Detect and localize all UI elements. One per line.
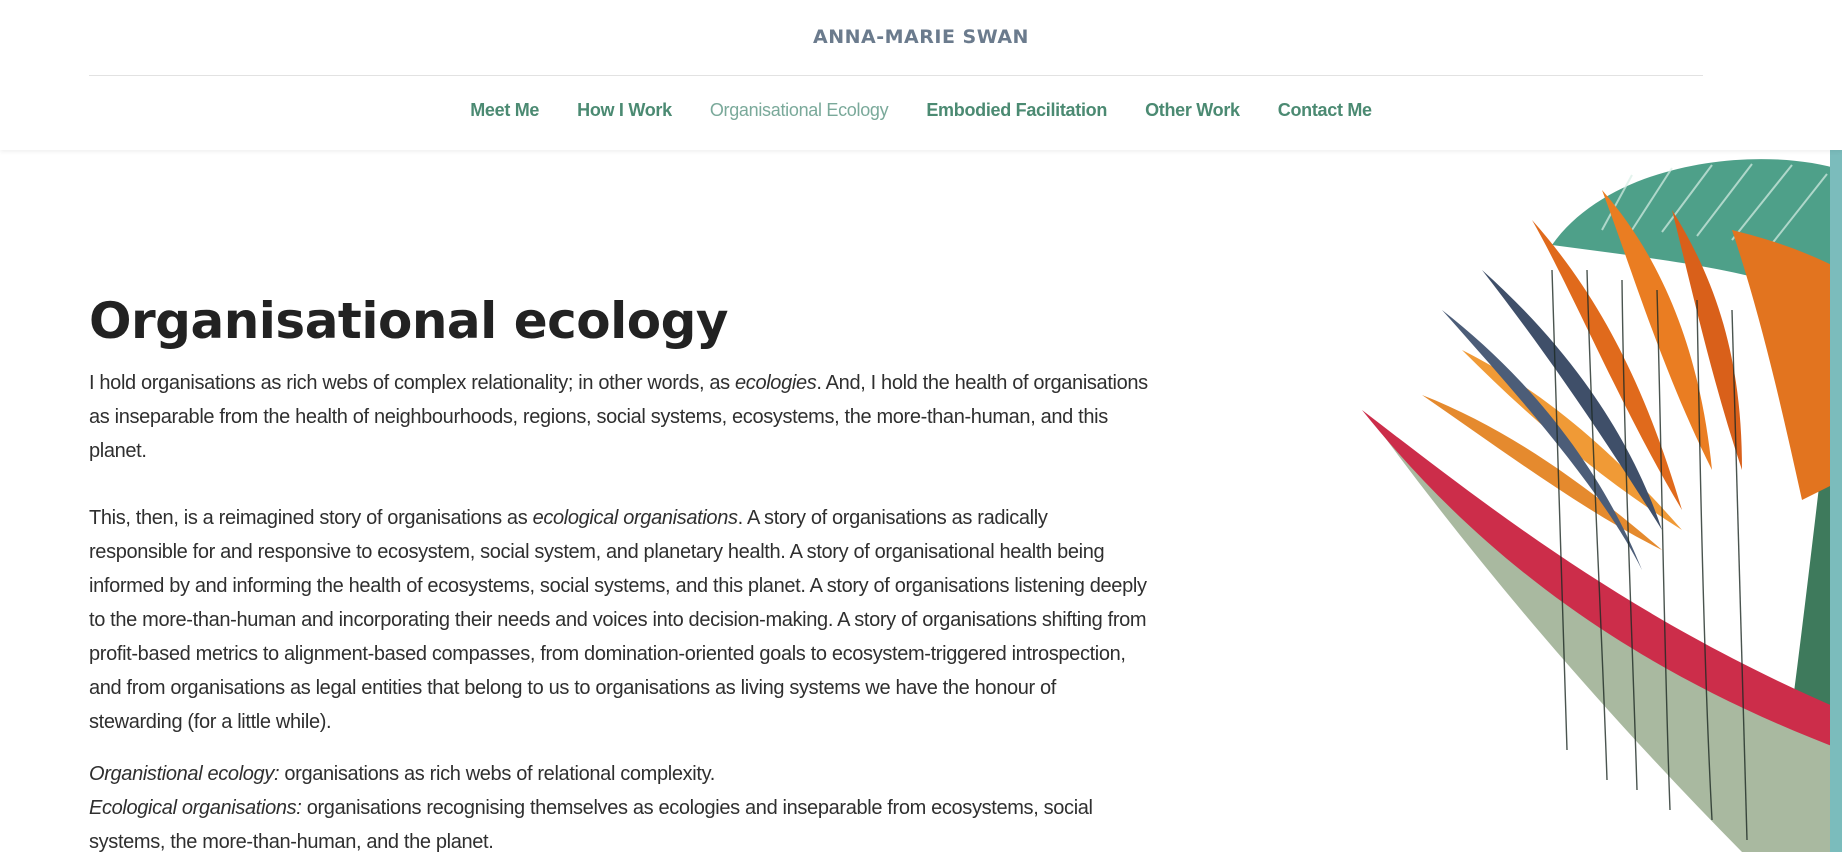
- nav-item-how-i-work[interactable]: How I Work: [577, 100, 672, 120]
- story-text-end: . A story of organisations as radically responsible for and responsive to ecosystem, social system, and planetary health. A story of organisational health being informed by and informing the health of ecosystems, social systems, and this planet. A story of organisations listening deeply to the more-than-human and incorporating their needs and voices into decision-making. A story of organisations shifting from profit-based metrics to alignment-based compasses, from domination-oriented goals to ecosystem-triggered introspection, and from organisations as legal entities that belong to us to organisations as living systems we have the honour of stewarding (for a little while).: [89, 507, 1147, 733]
- bird-of-paradise-illustration: [1302, 150, 1842, 852]
- story-emphasis: ecological organisations: [532, 507, 738, 529]
- definition-item: [89, 757, 1149, 791]
- nav-item-organisational-ecology[interactable]: Organisational Ecology: [709, 100, 889, 120]
- site-title[interactable]: ANNA-MARIE SWAN: [813, 26, 1029, 48]
- nav-item-embodied-facilitation[interactable]: Embodied Facilitation: [926, 100, 1108, 120]
- definitions-list: [89, 757, 1149, 859]
- intro-text-end: . And, I hold the health of organisations as inseparable from the health of neighbourhoods, regions, social systems, ecosystems, the more-than-human, and this planet.: [89, 372, 1148, 462]
- nav-item-meet-me[interactable]: Meet Me: [470, 100, 540, 120]
- header-divider: [89, 75, 1703, 76]
- story-paragraph: [89, 501, 1149, 739]
- intro-paragraph: [89, 366, 1149, 468]
- main-nav: [0, 100, 1842, 121]
- decorative-strip: [1830, 150, 1842, 852]
- main-content: [89, 290, 1149, 859]
- intro-emphasis: ecologies: [735, 372, 817, 394]
- nav-item-other-work[interactable]: Other Work: [1145, 100, 1240, 120]
- definition-term: Ecological organisations:: [89, 797, 302, 819]
- definition-text: organisations recognising themselves as ecologies and inseparable from ecosystems, social systems, the more-than-human, and the planet.: [89, 797, 1093, 853]
- nav-item-contact-me[interactable]: Contact Me: [1277, 100, 1372, 120]
- definition-item: [89, 791, 1149, 859]
- page-title: Organisational ecology: [89, 292, 728, 350]
- definition-text: organisations as rich webs of relational complexity.: [279, 763, 715, 785]
- story-text-start: This, then, is a reimagined story of organisations as: [89, 507, 533, 529]
- definition-term: Organistional ecology:: [89, 763, 280, 785]
- intro-text-start: I hold organisations as rich webs of complex relationality; in other words, as: [89, 372, 736, 394]
- site-header: [0, 0, 1842, 150]
